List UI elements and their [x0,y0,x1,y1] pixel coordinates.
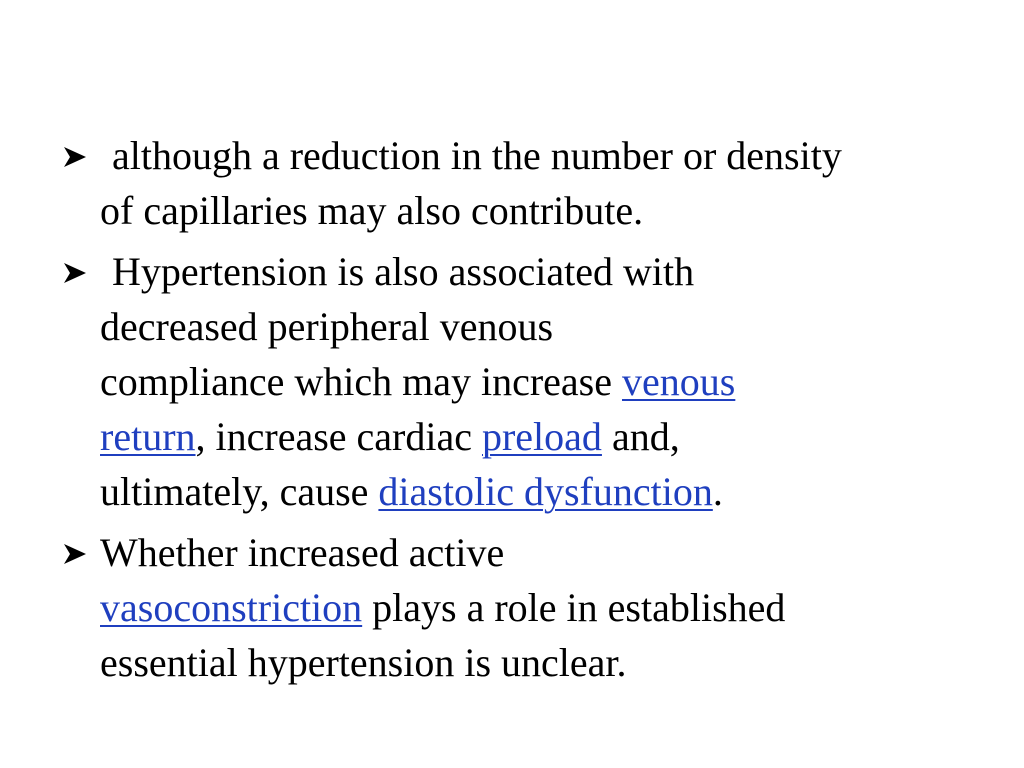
arrowhead-bullet-icon [62,543,88,565]
venous-return-link[interactable]: venous [622,359,736,404]
bullet-item-vasoconstriction [62,525,962,690]
bullet-item-venous-compliance [62,244,962,519]
vasoconstriction-link[interactable]: vasoconstriction [100,585,363,630]
bullet-text: ultimately, cause [100,469,379,514]
venous-return-link-continued[interactable]: return [100,414,196,459]
arrowhead-bullet-icon [62,262,88,284]
diastolic-dysfunction-link[interactable]: diastolic dysfunction [378,469,713,514]
bullet-list [62,128,962,696]
bullet-line [100,244,962,299]
bullet-line [100,354,962,409]
bullet-text: and, [601,414,680,459]
bullet-text: , increase cardiac [195,414,482,459]
bullet-item-capillaries [62,128,962,238]
bullet-text: of capillaries may also contribute. [100,188,644,233]
bullet-text: Whether increased active [100,530,505,575]
bullet-text: essential hypertension is unclear. [100,640,627,685]
bullet-line [100,128,962,183]
bullet-text: plays a role in established [362,585,786,630]
bullet-line [100,409,962,464]
bullet-text: . [712,469,723,514]
bullet-text: although a reduction in the number or density [112,133,842,178]
bullet-line [100,580,962,635]
bullet-text: decreased peripheral venous [100,304,554,349]
preload-link[interactable]: preload [481,414,602,459]
bullet-line [100,464,962,519]
bullet-text: Hypertension is also associated with [112,249,695,294]
bullet-text: compliance which may increase [100,359,622,404]
arrowhead-bullet-icon [62,146,88,168]
